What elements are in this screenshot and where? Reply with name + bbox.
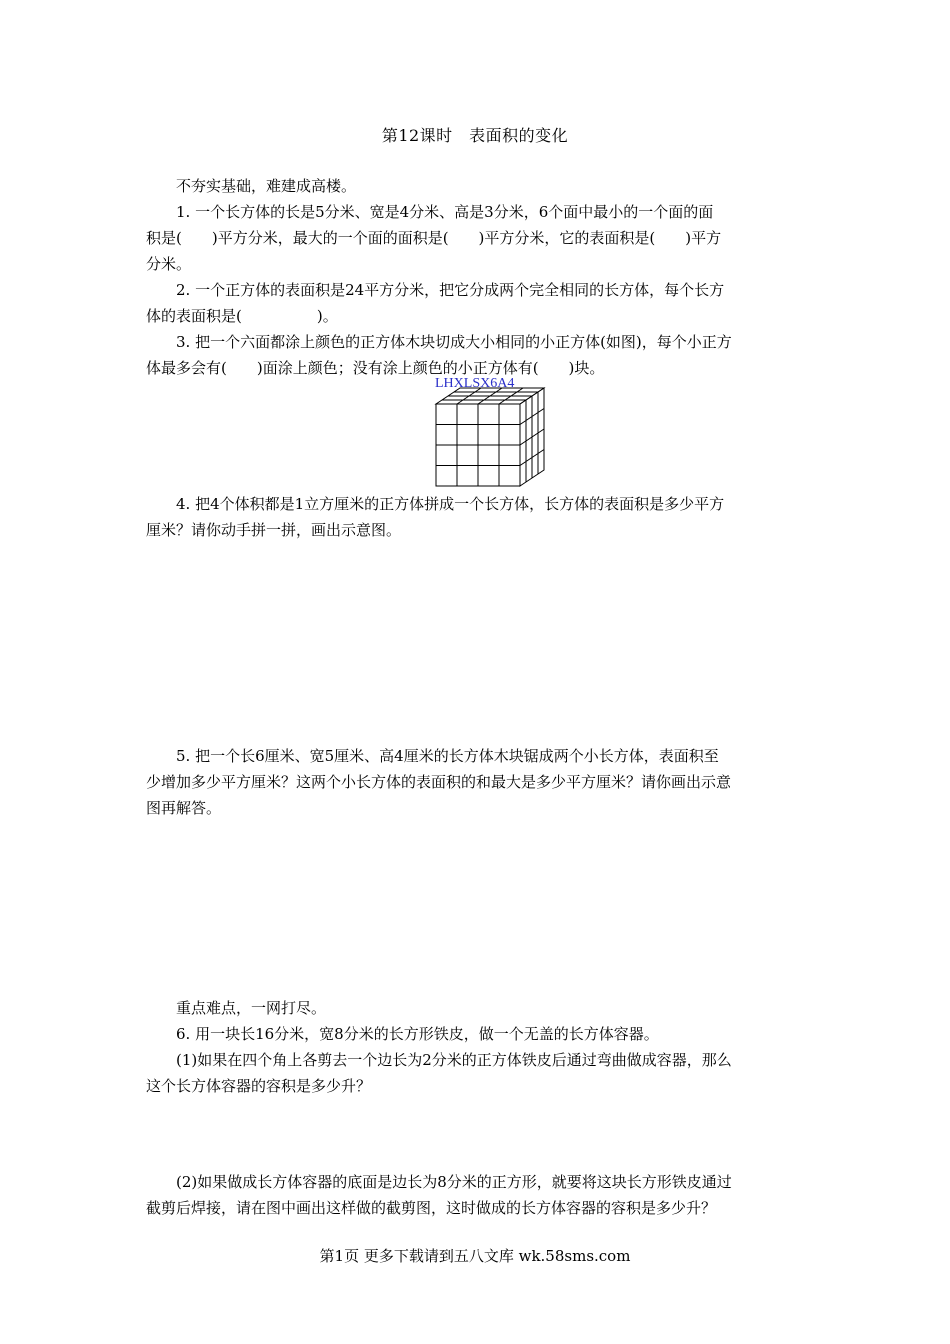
cube-figure [431,376,551,488]
question-4 [146,491,810,543]
q5-line-1: 5. 把一个长6厘米、宽5厘米、高4厘米的长方体木块锯成两个小长方体，表面积至 [176,747,719,765]
section-heading-basic: 不夯实基础，难建成高楼。 [176,177,357,195]
q6-part2-line-2: 截剪后焊接，请在图中画出这样做的截剪图，这时做成的长方体容器的容积是多少升？ [146,1199,717,1217]
cube-grid-icon [431,376,551,488]
q4-line-2: 厘米？请你动手拼一拼，画出示意图。 [146,521,402,539]
question-1 [146,199,810,277]
q1-line-3: 分米。 [146,255,192,273]
q6-intro: 6. 用一块长16分米，宽8分米的长方形铁皮，做一个无盖的长方体容器。 [176,1025,659,1043]
question-5 [146,743,810,821]
section-heading-key: 重点难点，一网打尽。 [176,999,327,1017]
q5-line-2: 少增加多少平方厘米？这两个小长方体的表面积的和最大是多少平方厘米？请你画出示意 [146,773,732,791]
q3-line-2: 体最多会有( )面涂上颜色；没有涂上颜色的小正方体有( )块。 [146,359,605,377]
q6-part1-line-2: 这个长方体容器的容积是多少升？ [146,1077,372,1095]
question-6-part-2 [146,1169,810,1221]
q2-line-2: 体的表面积是( )。 [146,307,338,325]
figure-label: LHXLSX6A4 [435,376,515,391]
page-footer: 第1页 更多下载请到五八文库 wk.58sms.com [319,1247,631,1265]
q1-line-1: 1. 一个长方体的长是5分米、宽是4分米、高是3分米，6个面中最小的一个面的面 [176,203,714,221]
q4-line-1: 4. 把4个体积都是1立方厘米的正方体拼成一个长方体，长方体的表面积是多少平方 [176,495,725,513]
q6-part2-line-1: (2)如果做成长方体容器的底面是边长为8分米的正方形，就要将这块长方形铁皮通过 [176,1173,732,1191]
question-2 [146,277,810,329]
question-3 [146,329,810,381]
q2-line-1: 2. 一个正方体的表面积是24平方分米，把它分成两个完全相同的长方体，每个长方 [176,281,725,299]
q6-part1-line-1: (1)如果在四个角上各剪去一个边长为2分米的正方体铁皮后通过弯曲做成容器，那么 [176,1051,732,1069]
q5-line-3: 图再解答。 [146,799,222,817]
q3-line-1: 3. 把一个六面都涂上颜色的正方体木块切成大小相同的小正方体(如图)，每个小正方 [176,333,732,351]
q1-line-2: 积是( )平方分米，最大的一个面的面积是( )平方分米，它的表面积是( )平方 [146,229,722,247]
page-title: 第12课时 表面积的变化 [381,126,569,145]
question-6 [146,1021,810,1099]
